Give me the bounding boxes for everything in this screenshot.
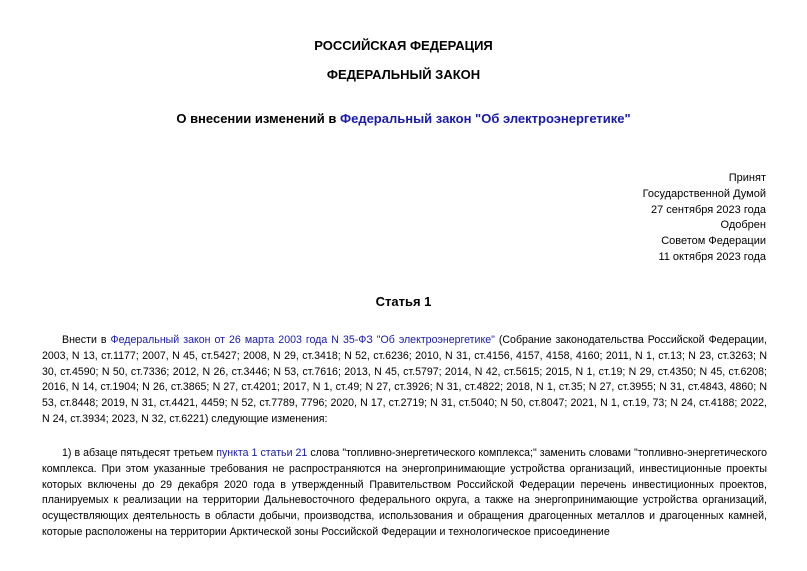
adoption-block: [643, 171, 766, 266]
adoption-line: Государственной Думой: [642, 187, 766, 200]
adoption-line: 27 сентября 2023 года: [651, 203, 766, 216]
adoption-line: Одобрен: [720, 219, 766, 232]
item-1-paragraph: [42, 446, 767, 541]
intro-prefix: Внести в: [62, 334, 111, 346]
doc-type-heading: ФЕДЕРАЛЬНЫЙ ЗАКОН: [326, 67, 481, 82]
item1-prefix: 1) в абзаце пятьдесят третьем: [62, 447, 217, 459]
article-intro-paragraph: [42, 333, 767, 428]
adoption-line: Советом Федерации: [661, 235, 766, 248]
base-law-link[interactable]: Федеральный закон от 26 марта 2003 года N 35-ФЗ "Об электроэнергетике": [110, 334, 495, 346]
law-title-link[interactable]: Федеральный закон "Об электроэнергетике": [340, 111, 631, 126]
article-title: Статья 1: [375, 294, 432, 309]
item1-rest: слова "топливно-энергетического комплекса;" заменить словами "топливно-энергетического комплекса. При этом указанные требования не распространяются на энергопринимающие устройства организаций, инвестиционные проекты которых включены до 29 декабря 2020 года в утвержденный Правительством Российской Федерации перечень инвестиционных проектов, планируемых к реализации на территории Дальневосточного федерального округа, а также на энергопринимающие устройства организаций, осуществляющих деятельность в области добычи, производства, использования и обращения драгоценных металлов и драгоценных камней, которые расположены на территории Арктической зоны Российской Федерации и технологическое присоединение: [42, 447, 768, 538]
country-heading: РОССИЙСКАЯ ФЕДЕРАЦИЯ: [314, 38, 493, 53]
adoption-line: Принят: [728, 172, 766, 184]
adoption-line: 11 октября 2023 года: [658, 250, 766, 263]
article-21-link[interactable]: пункта 1 статьи 21: [216, 447, 308, 459]
law-title: [0, 111, 807, 126]
intro-rest: (Собрание законодательства Российской Федерации, 2003, N 13, ст.1177; 2007, N 45, ст.5427; 2008, N 29, ст.3418; N 52, ст.6236; 2010, N 31, ст.4156, 4157, 4158, 4160; 2011, N 1, ст.13; N 23, ст.3263; N 30, ст.4590; N 50, ст.7336; 2012, N 26, ст.3446; N 53, ст.7616; 2013, N 45, ст.5797; 2014, N 42, ст.5615; 2015, N 1, ст.19; N 29, ст.4350; N 45, ст.6208; 2016, N 14, ст.1904; N 26, ст.3865; N 27, ст.4201; 2017, N 1, ст.49; N 27, ст.3926; N 31, ст.4822; 2018, N 1, ст.35; N 27, ст.3955; N 31, ст.4843, 4860; N 53, ст.8448; 2019, N 31, ст.4421, 4459; N 52, ст.7789, 7796; 2020, N 17, ст.2719; N 31, ст.5040; N 50, ст.8047; 2021, N 1, ст.19, 73; N 24, ст.4188; 2022, N 24, ст.3934; 2023, N 32, ст.6221) следующие изменения:: [42, 334, 767, 425]
law-title-prefix: О внесении изменений в: [176, 111, 340, 126]
